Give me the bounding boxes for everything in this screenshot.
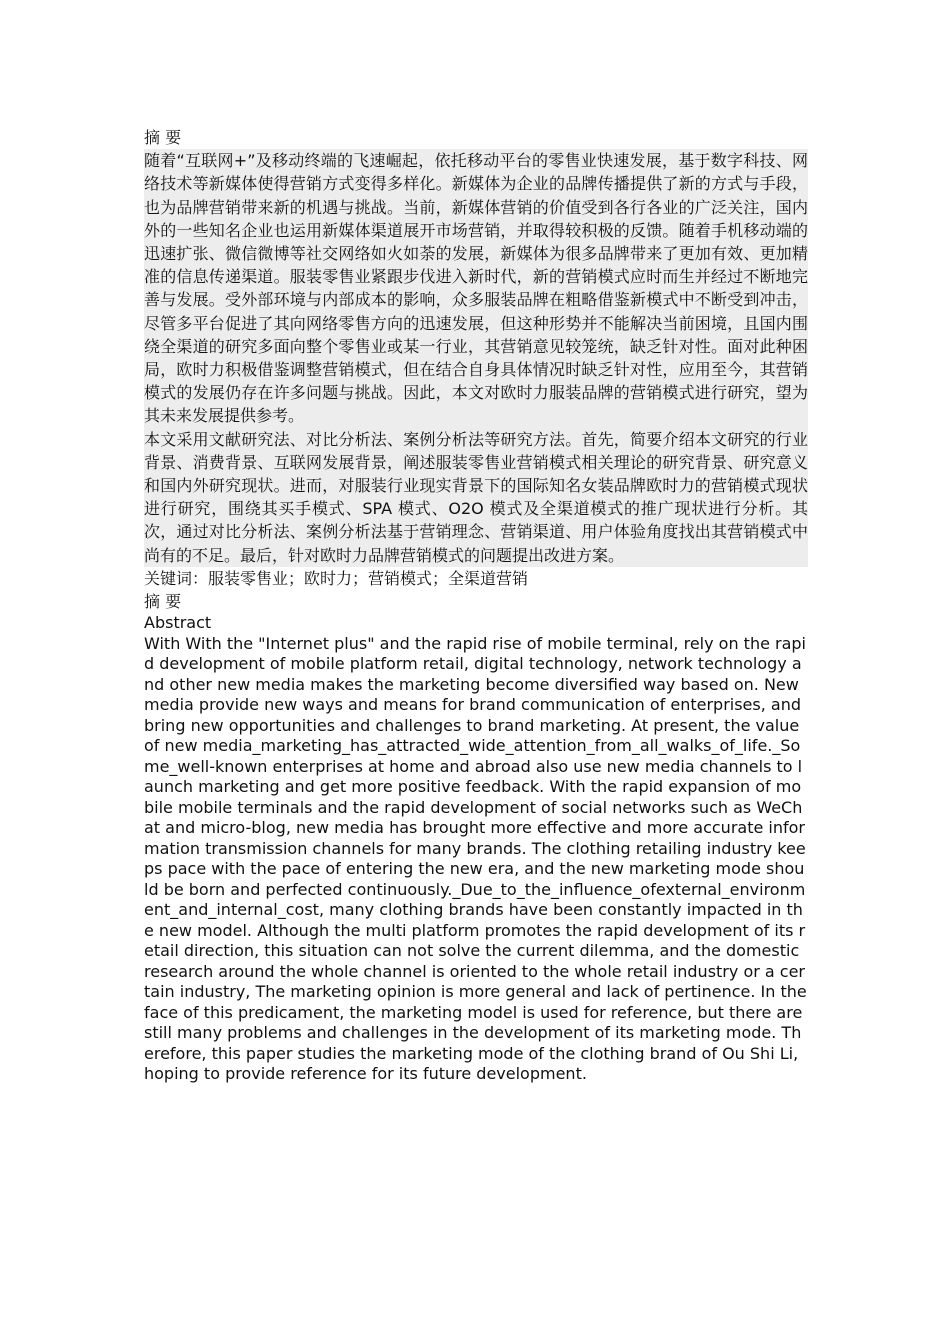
cn-abstract-paragraph-1: 随着“互联网+”及移动终端的飞速崛起，依托移动平台的零售业快速发展，基于数字科技、网络技术等新媒体使得营销方式变得多样化。新媒体为企业的品牌传播提供了新的方式与手段，也为品牌营销带来新的机遇与挑战。当前，新媒体营销的价值受到各行各业的广泛关注，国内外的一些知名企业也运用新媒体渠道展开市场营销，并取得较积极的反馈。随着手机移动端的迅速扩张、微信微博等社交网络如火如荼的发展，新媒体为很多品牌带来了更加有效、更加精准的信息传递渠道。服装零售业紧跟步伐进入新时代，新的营销模式应时而生并经过不断地完善与发展。受外部环境与内部成本的影响，众多服装品牌在粗略借鉴新模式中不断受到冲击，尽管多平台促进了其向网络零售方向的迅速发展，但这种形势并不能解决当前困境，且国内围绕全渠道的研究多面向整个零售业或某一行业，其营销意见较笼统，缺乏针对性。面对此种困局，欧时力积极借鉴调整营销模式，但在结合自身具体情况时缺乏针对性，应用至今，其营销模式的发展仍存在许多问题与挑战。因此，本文对欧时力服装品牌的营销模式进行研究，望为其未来发展提供参考。 xyxy=(144,149,808,427)
en-abstract-label: Abstract xyxy=(144,613,212,633)
cn-abstract-heading: 摘 要 xyxy=(144,128,182,147)
document-page xyxy=(144,126,808,1085)
cn-keywords: 关键词：服装零售业；欧时力；营销模式；全渠道营销 xyxy=(144,568,529,588)
cn-abstract-paragraph-2: 本文采用文献研究法、对比分析法、案例分析法等研究方法。首先，简要介绍本文研究的行业背景、消费背景、互联网发展背景，阐述服装零售业营销模式相关理论的研究背景、研究意义和国内外研究现状。进而，对服装行业现实背景下的国际知名女装品牌欧时力的营销模式现状进行研究，围绕其买手模式、SPA 模式、O2O 模式及全渠道模式的推广现状进行分析。其次，通过对比分析法、案例分析法基于营销理念、营销渠道、用户体验角度找出其营销模式中尚有的不足。最后，针对欧时力品牌营销模式的问题提出改进方案。 xyxy=(144,428,808,567)
en-abstract-body: With With the "Internet plus" and the rapid rise of mobile terminal, rely on the rapid development of mobile platform retail, digital technology, network technology and other new media makes the marketing become diversified way based on. New media provide new ways and means for brand communication of enterprises, and bring new opportunities and challenges to brand marketing. At present, the value of new media_marketing_has_attracted_wide_attention_from_all_walks_of_life._Some_well-known enterprises at home and abroad also use new media channels to launch marketing and get more positive feedback. With the rapid expansion of mobile mobile terminals and the rapid development of social networks such as WeChat and micro-blog, new media has brought more effective and more accurate information transmission channels for many brands. The clothing retailing industry keeps pace with the pace of entering the new era, and the new marketing mode should be born and perfected continuously._Due_to_the_influence_ofexternal_environment_and_internal_cost, many clothing brands have been constantly impacted in the new model. Although the multi platform promotes the rapid development of its retail direction, this situation can not solve the current dilemma, and the domestic research around the whole channel is oriented to the whole retail industry or a certain industry, The marketing opinion is more general and lack of pertinence. In the face of this predicament, the marketing model is used for reference, but there are still many problems and challenges in the development of its marketing mode. Therefore, this paper studies the marketing mode of the clothing brand of Ou Shi Li, hoping to provide reference for its future development. xyxy=(144,633,807,1084)
en-abstract-heading-cn: 摘 要 xyxy=(144,592,182,612)
